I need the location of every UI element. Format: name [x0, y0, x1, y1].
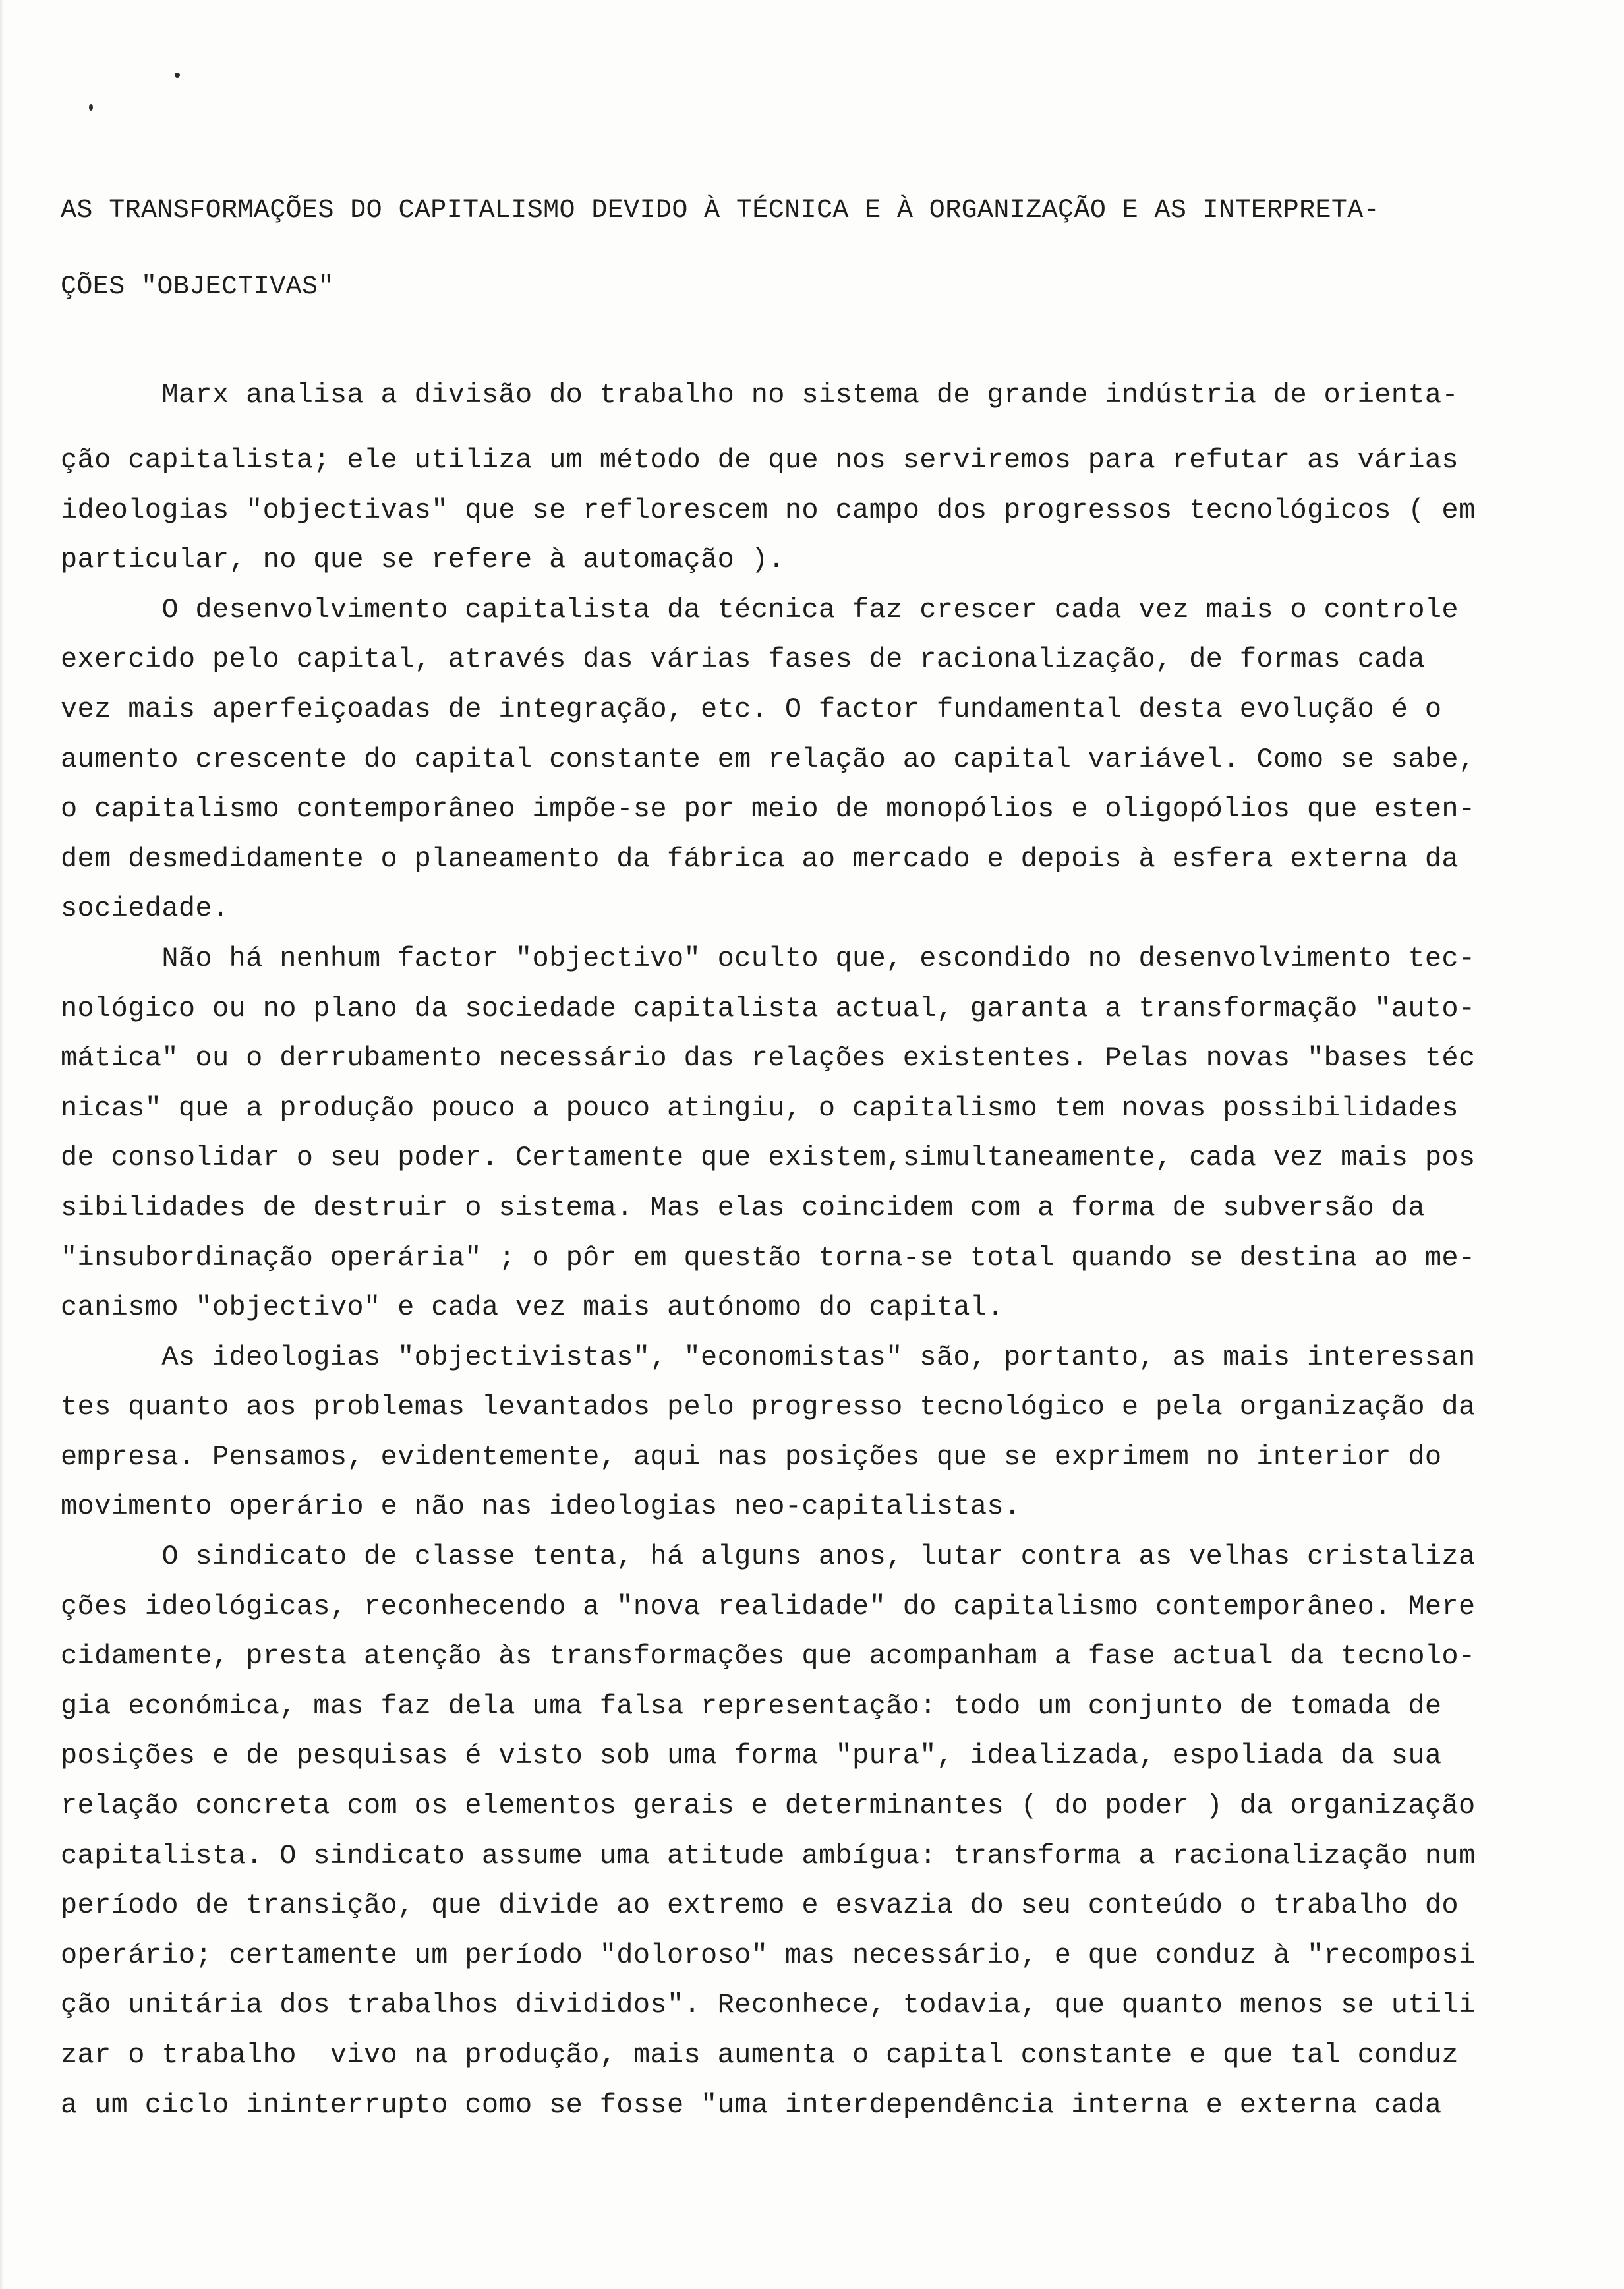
document-body: [61, 371, 1577, 2130]
body-line: nológico ou no plano da sociedade capitalista actual, garanta a transformação "auto-: [61, 992, 1476, 1025]
body-line: ção capitalista; ele utiliza um método de que nos serviremos para refutar as várias: [61, 444, 1459, 476]
body-line: ção unitária dos trabalhos divididos". Reconhece, todavia, que quanto menos se utili: [61, 1989, 1476, 2021]
body-line: vez mais aperfeiçoadas de integração, etc. O factor fundamental desta evolução é o: [61, 693, 1442, 725]
ink-speck: [89, 104, 93, 111]
body-line: relação concreta com os elementos gerais e determinantes ( do poder ) da organização: [61, 1790, 1476, 1822]
body-line: nicas" que a produção pouco a pouco atingiu, o capitalismo tem novas possibilidades: [61, 1092, 1459, 1124]
body-line: zar o trabalho vivo na produção, mais aumenta o capital constante e que tal conduz: [61, 2039, 1459, 2071]
ink-speck: [175, 73, 180, 78]
body-line: empresa. Pensamos, evidentemente, aqui nas posições que se exprimem no interior do: [61, 1441, 1442, 1473]
title-line: ÇÕES "OBJECTIVAS": [61, 272, 334, 302]
body-line: gia económica, mas faz dela uma falsa representação: todo um conjunto de tomada de: [61, 1690, 1442, 1722]
body-line: operário; certamente um período "doloroso" mas necessário, e que conduz à "recomposi: [61, 1939, 1476, 1971]
body-line: movimento operário e não nas ideologias neo-capitalistas.: [61, 1491, 1021, 1523]
body-line: "insubordinação operária" ; o pôr em questão torna-se total quando se destina ao me-: [61, 1241, 1476, 1274]
body-line: Não há nenhum factor "objectivo" oculto que, escondido no desenvolvimento tec-: [61, 942, 1476, 974]
body-line: particular, no que se refere à automação ).: [61, 544, 785, 576]
body-line: cidamente, presta atenção às transformações que acompanham a fase actual da tecnolo-: [61, 1640, 1476, 1673]
body-line: posições e de pesquisas é visto sob uma forma "pura", idealizada, espoliada da sua: [61, 1740, 1442, 1772]
body-line: o capitalismo contemporâneo impõe-se por meio de monopólios e oligopólios que esten-: [61, 793, 1476, 825]
title-line: AS TRANSFORMAÇÕES DO CAPITALISMO DEVIDO À TÉCNICA E À ORGANIZAÇÃO E AS INTERPRETA-: [61, 196, 1380, 225]
body-line: sibilidades de destruir o sistema. Mas elas coincidem com a forma de subversão da: [61, 1191, 1425, 1224]
body-line: canismo "objectivo" e cada vez mais autónomo do capital.: [61, 1292, 1004, 1324]
body-line: mática" ou o derrubamento necessário das relações existentes. Pelas novas "bases téc: [61, 1042, 1476, 1075]
body-line: Marx analisa a divisão do trabalho no sistema de grande indústria de orienta-: [61, 379, 1459, 411]
body-line: ções ideológicas, reconhecendo a "nova realidade" do capitalismo contemporâneo. Mere: [61, 1590, 1476, 1622]
body-line: dem desmedidamente o planeamento da fábrica ao mercado e depois à esfera externa da: [61, 843, 1459, 875]
body-line: O desenvolvimento capitalista da técnica faz crescer cada vez mais o controle: [61, 593, 1459, 626]
body-line: aumento crescente do capital constante em relação ao capital variável. Como se sabe,: [61, 743, 1476, 775]
body-line: a um ciclo ininterrupto como se fosse "uma interdependência interna e externa cada: [61, 2089, 1442, 2121]
body-line: capitalista. O sindicato assume uma atitude ambígua: transforma a racionalização num: [61, 1839, 1476, 1872]
body-line: As ideologias "objectivistas", "economistas" são, portanto, as mais interessan: [61, 1341, 1476, 1373]
body-line: O sindicato de classe tenta, há alguns anos, lutar contra as velhas cristaliza: [61, 1541, 1476, 1573]
body-line: ideologias "objectivas" que se reflorescem no campo dos progressos tecnológicos ( em: [61, 494, 1476, 526]
body-line: período de transição, que divide ao extremo e esvazia do seu conteúdo o trabalho do: [61, 1889, 1459, 1922]
document-title: [61, 191, 1570, 307]
body-line: sociedade.: [61, 893, 229, 925]
body-line: de consolidar o seu poder. Certamente que existem,simultaneamente, cada vez mais pos: [61, 1142, 1476, 1174]
scan-edge: [0, 0, 4, 2289]
body-line: tes quanto aos problemas levantados pelo progresso tecnológico e pela organização da: [61, 1391, 1476, 1423]
body-line: exercido pelo capital, através das várias fases de racionalização, de formas cada: [61, 643, 1425, 676]
